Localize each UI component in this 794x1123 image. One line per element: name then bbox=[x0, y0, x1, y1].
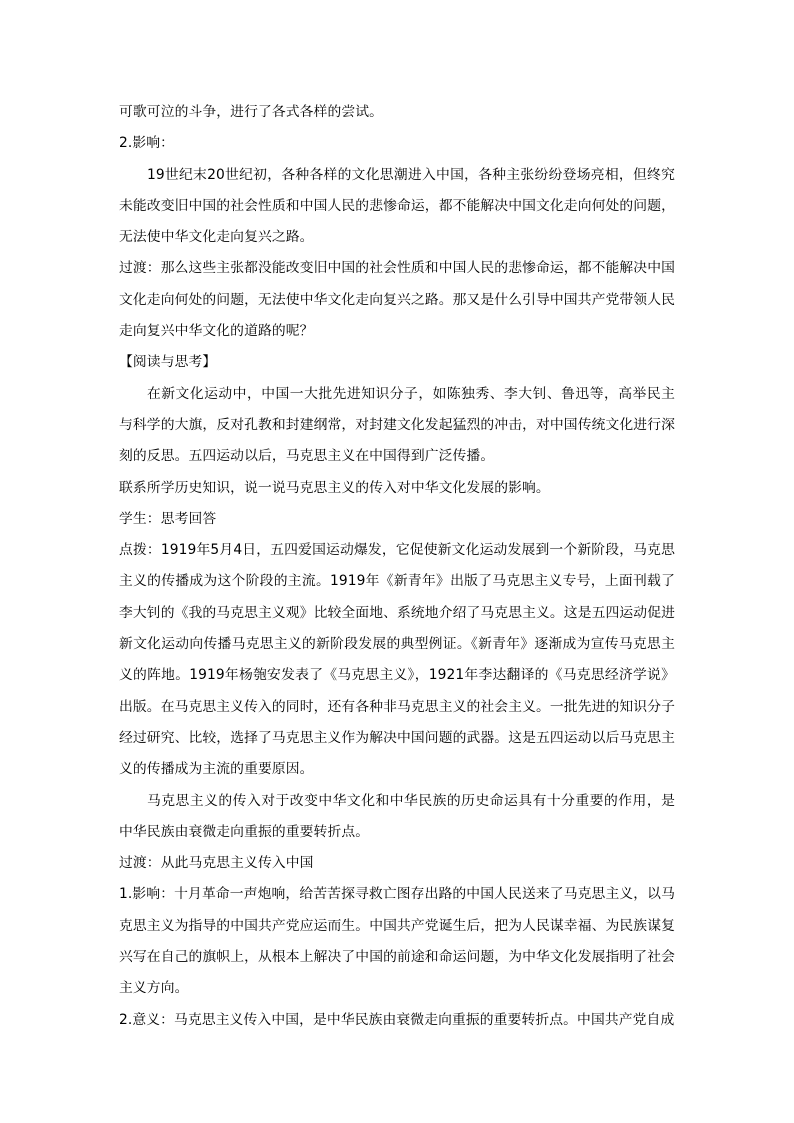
document-body bbox=[119, 97, 675, 1036]
paragraph-continuation: 可歌可泣的斗争，进行了各式各样的尝试。 bbox=[119, 104, 384, 120]
reading-and-thinking-heading: 【阅读与思考】 bbox=[119, 354, 217, 371]
paragraph-cultural-trends: 19世纪末20世纪初，各种各样的文化思潮进入中国，各种主张纷纷登场亮相，但终究未能改变旧中国的社会性质和中国人民的悲惨命运，都不能解决中国文化走向何处的问题，无法使中华文化走向复兴之路。 bbox=[119, 166, 675, 246]
paragraph-guidance: 点拨：1919年5月4日，五四爱国运动爆发，它促使新文化运动发展到一个新阶段，马克思主义的传播成为这个阶段的主流。1919年《新青年》出版了马克思主义专号，上面刊载了李大钊的《我的马克思主义观》比较全面地、系统地介绍了马克思主义。这是五四运动促进新文化运动向传播马克思主义的新阶段发展的典型例证。《新青年》逐渐成为宣传马克思主义的阵地。1919年杨匏安发表了《马克思主义》，1921年李达翻译的《马克思经济学说》出版。在马克思主义传入的同时，还有各种非马克思主义的社会主义。一批先进的知识分子经过研究、比较，选择了马克思主义作为解决中国问题的武器。这是五四运动以后马克思主义的传播成为主流的重要原因。 bbox=[119, 542, 675, 778]
paragraph-marxism-significance: 马克思主义的传入对于改变中华文化和中华民族的历史命运具有十分重要的作用，是中华民族由衰微走向重振的重要转折点。 bbox=[119, 792, 675, 840]
student-answer-label: 学生：思考回答 bbox=[119, 510, 217, 527]
paragraph-transition-1: 过渡：那么这些主张都没能改变旧中国的社会性质和中国人民的悲惨命运，都不能解决中国文化走向何处的问题，无法使中华文化走向复兴之路。那又是什么引导中国共产党带领人民走向复兴中华文化的道路的呢？ bbox=[119, 260, 675, 340]
paragraph-meaning-point: 2.意义：马克思主义传入中国，是中华民族由衰微走向重振的重要转折点。中国共产党自成 bbox=[119, 1011, 675, 1028]
paragraph-new-culture-movement: 在新文化运动中，中国一大批先进知识分子，如陈独秀、李大钊、鲁迅等，高举民主与科学的大旗，反对孔教和封建纲常，对封建文化发起猛烈的冲击，对中国传统文化进行深刻的反思。五四运动以后，马克思主义在中国得到广泛传播。 bbox=[119, 385, 675, 465]
paragraph-influence-point: 1.影响：十月革命一声炮响，给苦苦探寻救亡图存出路的中国人民送来了马克思主义，以马克思主义为指导的中国共产党应运而生。中国共产党诞生后，把为人民谋幸福、为民族谋复兴写在自己的旗帜上，从根本上解决了中国的前途和命运问题，为中华文化发展指明了社会主义方向。 bbox=[119, 886, 675, 997]
section-heading-influence: 2.影响： bbox=[119, 135, 175, 152]
question-prompt: 联系所学历史知识，说一说马克思主义的传入对中华文化发展的影响。 bbox=[119, 479, 550, 496]
paragraph-transition-2: 过渡：从此马克思主义传入中国 bbox=[119, 855, 314, 872]
